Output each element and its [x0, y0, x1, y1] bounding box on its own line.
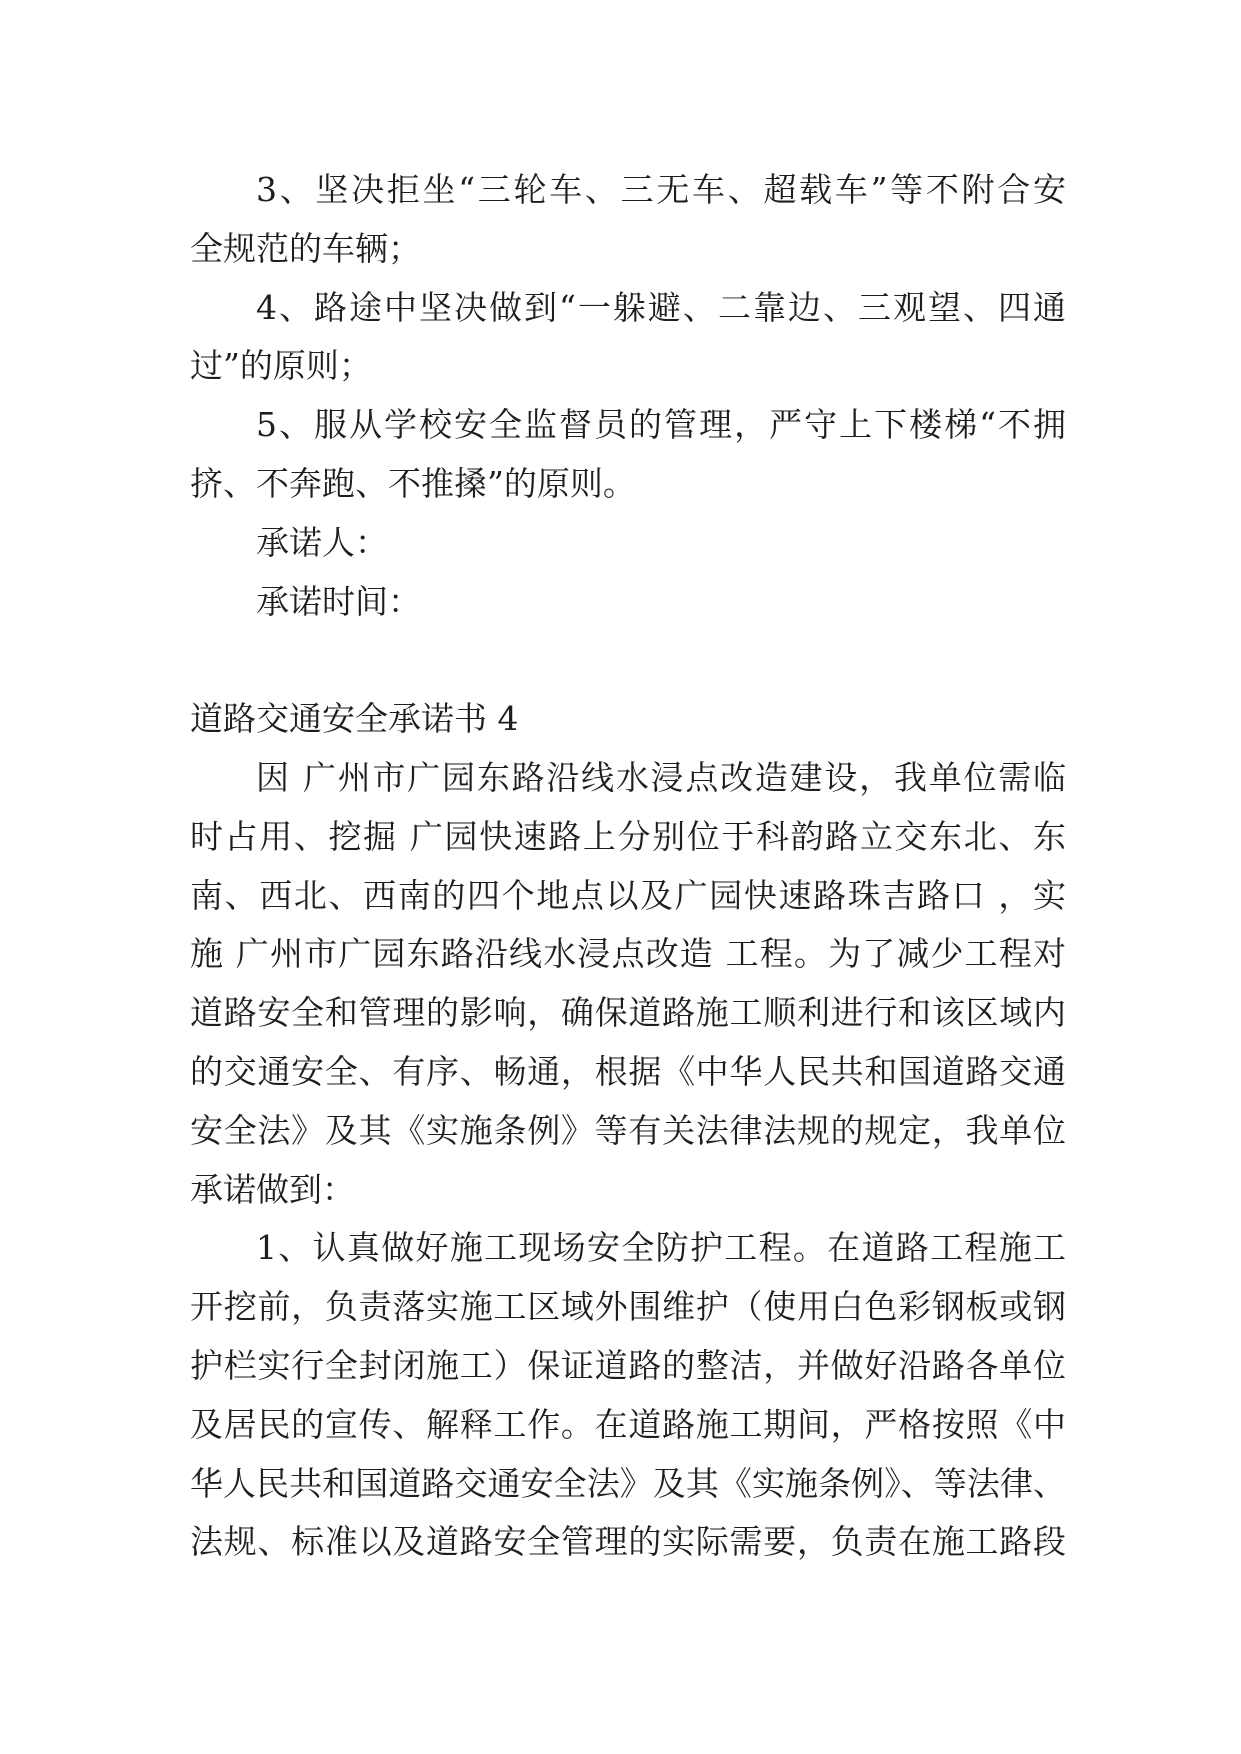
promise-time-label: 承诺时间： — [256, 581, 421, 621]
document-line: 的交通安全、有序、畅通，根据《中华人民共和国道路交通 — [190, 1051, 1066, 1091]
document-line: 时占用、挖掘 广园快速路上分别位于科韵路立交东北、东 — [190, 816, 1066, 856]
document-line: 4、路途中坚决做到“一躲避、二靠边、三观望、四通 — [256, 287, 1066, 327]
document-line: 3、坚决拒坐“三轮车、三无车、超载车”等不附合安 — [256, 170, 1066, 209]
document-line: 挤、不奔跑、不推搡”的原则。 — [190, 463, 636, 503]
document-line: 承诺做到： — [190, 1169, 355, 1209]
promiser-label: 承诺人： — [256, 522, 388, 562]
document-line: 护栏实行全封闭施工）保证道路的整洁，并做好沿路各单位 — [190, 1345, 1066, 1385]
document-line: 1、认真做好施工现场安全防护工程。在道路工程施工 — [256, 1228, 1066, 1268]
document-line: 及居民的宣传、解释工作。在道路施工期间，严格按照《中 — [190, 1404, 1066, 1444]
document-line: 安全法》及其《实施条例》等有关法律法规的规定，我单位 — [190, 1110, 1066, 1150]
section-heading: 道路交通安全承诺书 4 — [190, 699, 519, 739]
document-line: 开挖前，负责落实施工区域外围维护（使用白色彩钢板或钢 — [190, 1287, 1066, 1327]
document-line: 南、西北、西南的四个地点以及广园快速路珠吉路口 ，实 — [190, 875, 1066, 915]
document-body — [190, 161, 1066, 1572]
document-line: 5、服从学校安全监督员的管理，严守上下楼梯“不拥 — [256, 405, 1066, 445]
document-line: 华人民共和国道路交通安全法》及其《实施条例》、等法律、 — [190, 1463, 1066, 1503]
document-line: 因 广州市广园东路沿线水浸点改造建设，我单位需临 — [256, 757, 1066, 797]
document-line: 施 广州市广园东路沿线水浸点改造 工程。为了减少工程对 — [190, 934, 1066, 974]
document-line: 全规范的车辆； — [190, 228, 421, 268]
document-line: 过”的原则； — [190, 346, 372, 386]
blank-line — [190, 631, 1066, 690]
document-line: 法规、标准以及道路安全管理的实际需要，负责在施工路段 — [190, 1522, 1066, 1562]
document-line: 道路安全和管理的影响，确保道路施工顺利进行和该区域内 — [190, 993, 1066, 1033]
